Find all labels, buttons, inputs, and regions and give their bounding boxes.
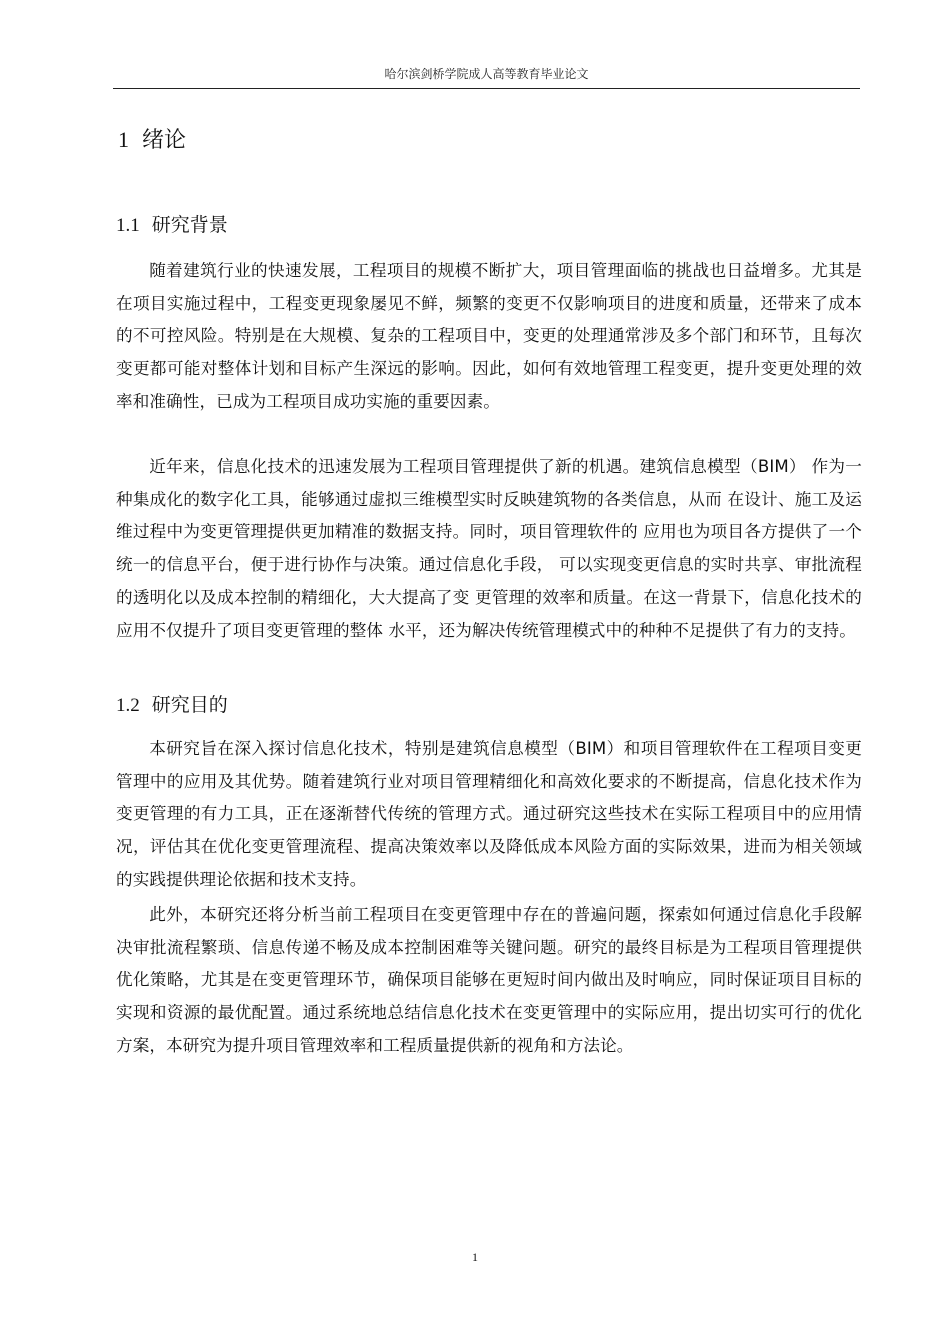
section-heading-purpose bbox=[116, 691, 228, 720]
section-number: 1.2 bbox=[116, 695, 140, 716]
paragraph: 随着建筑行业的快速发展，工程项目的规模不断扩大，项目管理面临的挑战也日益增多。尤其是在项目实施过程中，工程变更现象屡见不鲜，频繁的变更不仅影响项目的进度和质量，还带来了成本的不可控风险。特别是在大规模、复杂的工程项目中，变更的处理通常涉及多个部门和环节，且每次变更都可能对整体计划和目标产生深远的影响。因此，如何有效地管理工程变更，提升变更处理的效率和准确性，已成为工程项目成功实施的重要因素。 bbox=[116, 261, 862, 411]
chapter-heading bbox=[118, 124, 186, 157]
page-number: 1 bbox=[472, 1250, 478, 1264]
section-title: 研究目的 bbox=[151, 694, 228, 716]
section-heading-background bbox=[116, 211, 228, 240]
section-number: 1.1 bbox=[116, 215, 140, 236]
section-title: 研究背景 bbox=[151, 214, 228, 236]
chapter-title: 绪论 bbox=[142, 128, 187, 153]
paragraph: 近年来，信息化技术的迅速发展为工程项目管理提供了新的机遇。建筑信息模型（BIM） 作为一种集成化的数字化工具，能够通过虚拟三维模型实时反映建筑物的各类信息，从而 在设计、施工及运维过程中为变更管理提供更加精准的数据支持。同时，项目管理软件的 应用也为项目各方提供了一个统一的信息平台，便于进行协作与决策。通过信息化手段， 可以实现变更信息的实时共享、审批流程的透明化以及成本控制的精细化，大大提高了变 更管理的效率和质量。在这一背景下，信息化技术的应用不仅提升了项目变更管理的整体 水平，还为解决传统管理模式中的种种不足提供了有力的支持。 bbox=[116, 457, 862, 640]
header-title: 哈尔滨剑桥学院成人高等教育毕业论文 bbox=[384, 67, 589, 81]
chapter-number: 1 bbox=[118, 127, 129, 152]
paragraph: 本研究旨在深入探讨信息化技术，特别是建筑信息模型（BIM）和项目管理软件在工程项目变更管理中的应用及其优势。随着建筑行业对项目管理精细化和高效化要求的不断提高，信息化技术作为变更管理的有力工具，正在逐渐替代传统的管理方式。通过研究这些技术在实际工程项目中的应用情况，评估其在优化变更管理流程、提高决策效率以及降低成本风险方面的实际效果，进而为相关领域的实践提供理论依据和技术支持。 bbox=[116, 739, 862, 889]
paragraph: 此外，本研究还将分析当前工程项目在变更管理中存在的普遍问题，探索如何通过信息化手段解决审批流程繁琐、信息传递不畅及成本控制困难等关键问题。研究的最终目标是为工程项目管理提供优化策略，尤其是在变更管理环节，确保项目能够在更短时间内做出及时响应，同时保证项目目标的实现和资源的最优配置。通过系统地总结信息化技术在变更管理中的实际应用，提出切实可行的优化方案，本研究为提升项目管理效率和工程质量提供新的视角和方法论。 bbox=[116, 905, 862, 1055]
page-header bbox=[113, 66, 860, 89]
